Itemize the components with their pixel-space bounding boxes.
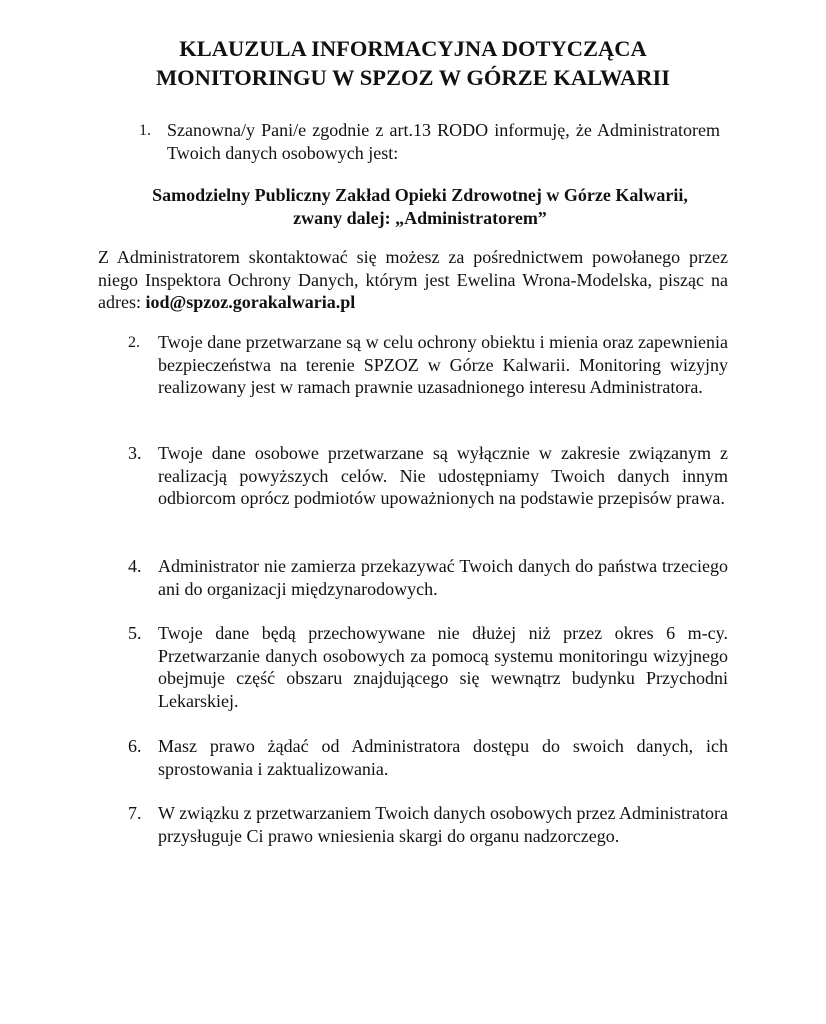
document-title: [0, 34, 826, 92]
clause-text: Masz prawo żądać od Administratora dostępu do swoich danych, ich sprostowania i zaktualizowania.: [158, 736, 728, 779]
clause-number: 2.: [128, 334, 140, 351]
contact-paragraph: [98, 246, 728, 314]
clause-number: 1.: [139, 122, 151, 139]
clause-number: 3.: [128, 443, 142, 463]
clause-text: Szanowna/y Pani/e zgodnie z art.13 RODO informuję, że Administratorem Twoich danych osobowych jest:: [167, 120, 720, 163]
clause-item-2: [128, 331, 728, 399]
clause-text: Twoje dane osobowe przetwarzane są wyłącznie w zakresie związanym z realizacją powyższych celów. Nie udostępniamy Twoich danych innym odbiorcom oprócz podmiotów upoważnionych na podstawie przepisów prawa.: [158, 443, 728, 509]
clause-item-3: [128, 442, 728, 510]
clause-text: Twoje dane będą przechowywane nie dłużej niż przez okres 6 m-cy. Przetwarzanie danych osobowych za pomocą systemu monitoringu wizyjnego obejmuje część obszaru znajdującego się wewnątrz budynku Przychodni Lekarskiej.: [158, 623, 728, 711]
contact-text: Z Administratorem skontaktować się możesz za pośrednictwem powołanego przez niego Inspektora Ochrony Danych, którym jest Ewelina Wrona-Modelska, pisząc na adres:: [98, 247, 728, 313]
clause-item-4: [128, 555, 728, 600]
clause-text: W związku z przetwarzaniem Twoich danych osobowych przez Administratora przysługuje Ci prawo wniesienia skargi do organu nadzorczego.: [158, 803, 728, 846]
administrator-line-1: Samodzielny Publiczny Zakład Opieki Zdrowotnej w Górze Kalwarii,: [152, 185, 688, 205]
title-line-2: MONITORINGU W SPZOZ W GÓRZE KALWARII: [155, 65, 671, 90]
clause-text: Twoje dane przetwarzane są w celu ochrony obiektu i mienia oraz zapewnienia bezpieczeństwa na terenie SPZOZ w Górze Kalwarii. Monitoring wizyjny realizowany jest w ramach prawnie uzasadnionego interesu Administratora.: [158, 332, 728, 398]
clause-item-1: [139, 119, 720, 164]
title-line-1: KLAUZULA INFORMACYJNA DOTYCZĄCA: [179, 36, 647, 61]
clause-number: 7.: [128, 803, 142, 823]
clause-item-7: [128, 802, 728, 847]
administrator-line-2: zwany dalej: „Administratorem”: [293, 207, 547, 228]
contact-email: iod@spzoz.gorakalwaria.pl: [145, 292, 356, 313]
clause-number: 4.: [128, 556, 142, 576]
clause-item-5: [128, 622, 728, 712]
clause-item-6: [128, 735, 728, 780]
clause-text: Administrator nie zamierza przekazywać Twoich danych do państwa trzeciego ani do organizacji międzynarodowych.: [158, 556, 728, 599]
administrator-name: [100, 184, 740, 229]
clause-number: 5.: [128, 623, 142, 643]
clause-number: 6.: [128, 736, 142, 756]
